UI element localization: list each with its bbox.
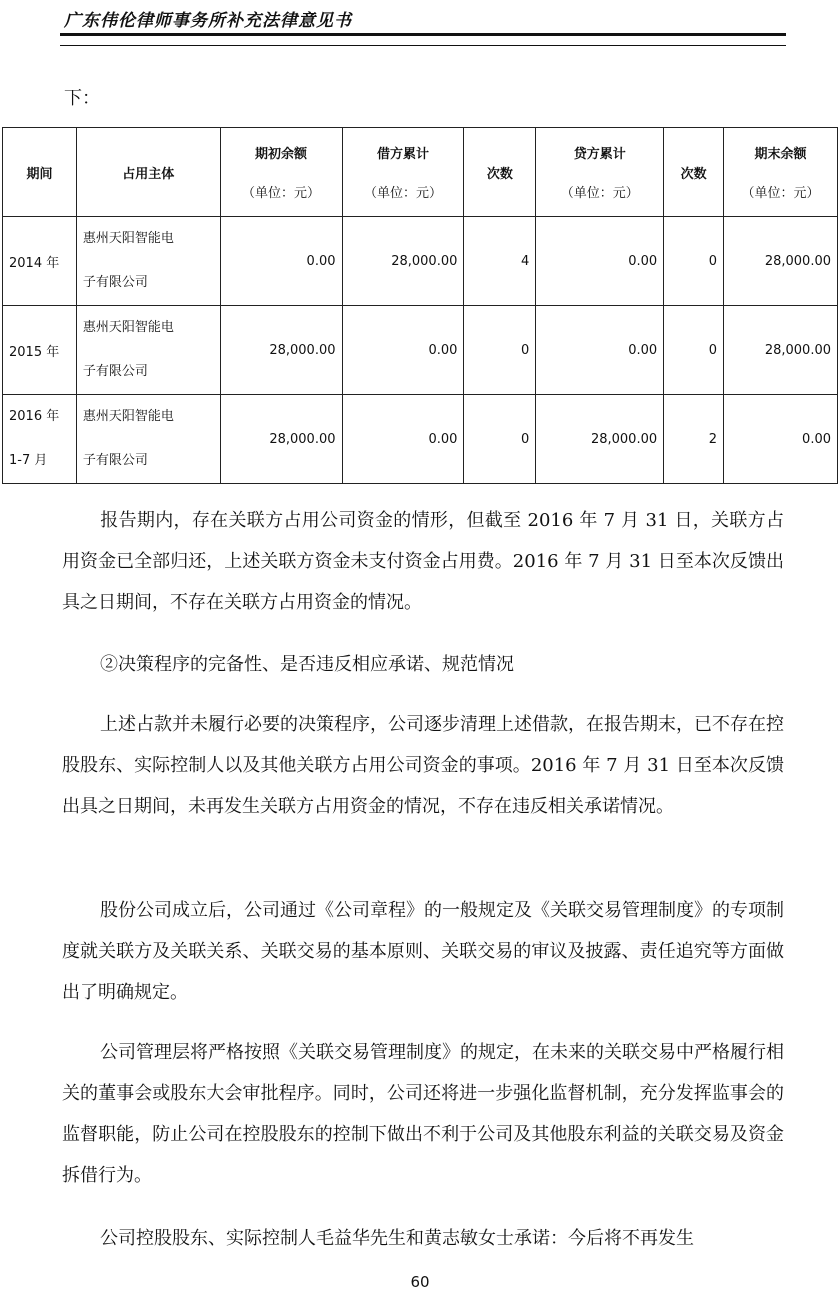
cell-entity: 惠州天阳智能电 子有限公司 (76, 217, 220, 306)
cell-credit: 0.00 (536, 217, 664, 306)
cell-credit: 28,000.00 (536, 395, 664, 484)
cell-debit-count: 0 (464, 306, 536, 395)
paragraph-fund-occupation-summary: 报告期内，存在关联方占用公司资金的情形，但截至 2016 年 7 月 31 日，关联方占用资金已全部归还，上述关联方资金未支付资金占用费。2016 年 7 月 31 日至本次反馈出具之日期间，不存在关联方占用资金的情况。 (62, 510, 784, 613)
fund-occupation-table (2, 127, 838, 484)
cell-credit-count: 0 (664, 217, 724, 306)
cell-debit: 0.00 (342, 306, 464, 395)
cell-closing: 0.00 (724, 395, 838, 484)
header-rule-thin (60, 45, 786, 46)
paragraph-decision-procedure: 上述占款并未履行必要的决策程序，公司逐步清理上述借款，在报告期末，已不存在控股股东、实际控制人以及其他关联方占用公司资金的事项。2016 年 7 月 31 日至本次反馈出具之日期间，未再发生关联方占用资金的情况，不存在违反相关承诺情况。 (62, 714, 784, 817)
cell-debit: 0.00 (342, 395, 464, 484)
header-rule-thick (60, 33, 786, 36)
col-header-entity: 占用主体 (76, 128, 220, 217)
cell-debit-count: 4 (464, 217, 536, 306)
cell-opening: 28,000.00 (220, 306, 342, 395)
cell-entity: 惠州天阳智能电 子有限公司 (76, 306, 220, 395)
col-header-credit: 贷方累计 （单位：元） (536, 128, 664, 217)
cell-entity: 惠州天阳智能电 子有限公司 (76, 395, 220, 484)
page-number: 60 (410, 1273, 430, 1291)
paragraph-decision-procedure-heading: ②决策程序的完备性、是否违反相应承诺、规范情况 (100, 654, 514, 675)
cell-credit-count: 0 (664, 306, 724, 395)
col-header-credit-count: 次数 (664, 128, 724, 217)
table-row (3, 306, 838, 395)
cell-opening: 0.00 (220, 217, 342, 306)
cell-period: 2015 年 (3, 306, 77, 395)
cell-period: 2014 年 (3, 217, 77, 306)
col-header-closing: 期末余额 （单位：元） (724, 128, 838, 217)
paragraph-controller-commitment: 公司控股股东、实际控制人毛益华先生和黄志敏女士承诺：今后将不再发生 (100, 1228, 694, 1249)
cell-debit-count: 0 (464, 395, 536, 484)
col-header-opening: 期初余额 （单位：元） (220, 128, 342, 217)
cell-closing: 28,000.00 (724, 217, 838, 306)
cell-opening: 28,000.00 (220, 395, 342, 484)
paragraph-management-commitment: 公司管理层将严格按照《关联交易管理制度》的规定，在未来的关联交易中严格履行相关的董事会或股东大会审批程序。同时，公司还将进一步强化监督机制，充分发挥监事会的监督职能，防止公司在控股股东的控制下做出不利于公司及其他股东利益的关联交易及资金拆借行为。 (62, 1042, 784, 1186)
cell-credit-count: 2 (664, 395, 724, 484)
col-header-period: 期间 (3, 128, 77, 217)
document-header-title: 广东伟伦律师事务所补充法律意见书 (64, 11, 352, 31)
col-header-debit-count: 次数 (464, 128, 536, 217)
table-row (3, 395, 838, 484)
table-header-row (3, 128, 838, 217)
cell-credit: 0.00 (536, 306, 664, 395)
table-row (3, 217, 838, 306)
lead-text: 下： (64, 88, 100, 109)
cell-closing: 28,000.00 (724, 306, 838, 395)
paragraph-company-rules: 股份公司成立后，公司通过《公司章程》的一般规定及《关联交易管理制度》的专项制度就关联方及关联关系、关联交易的基本原则、关联交易的审议及披露、责任追究等方面做出了明确规定。 (62, 900, 784, 1003)
col-header-debit: 借方累计 （单位：元） (342, 128, 464, 217)
cell-period: 2016 年 1-7 月 (3, 395, 77, 484)
cell-debit: 28,000.00 (342, 217, 464, 306)
